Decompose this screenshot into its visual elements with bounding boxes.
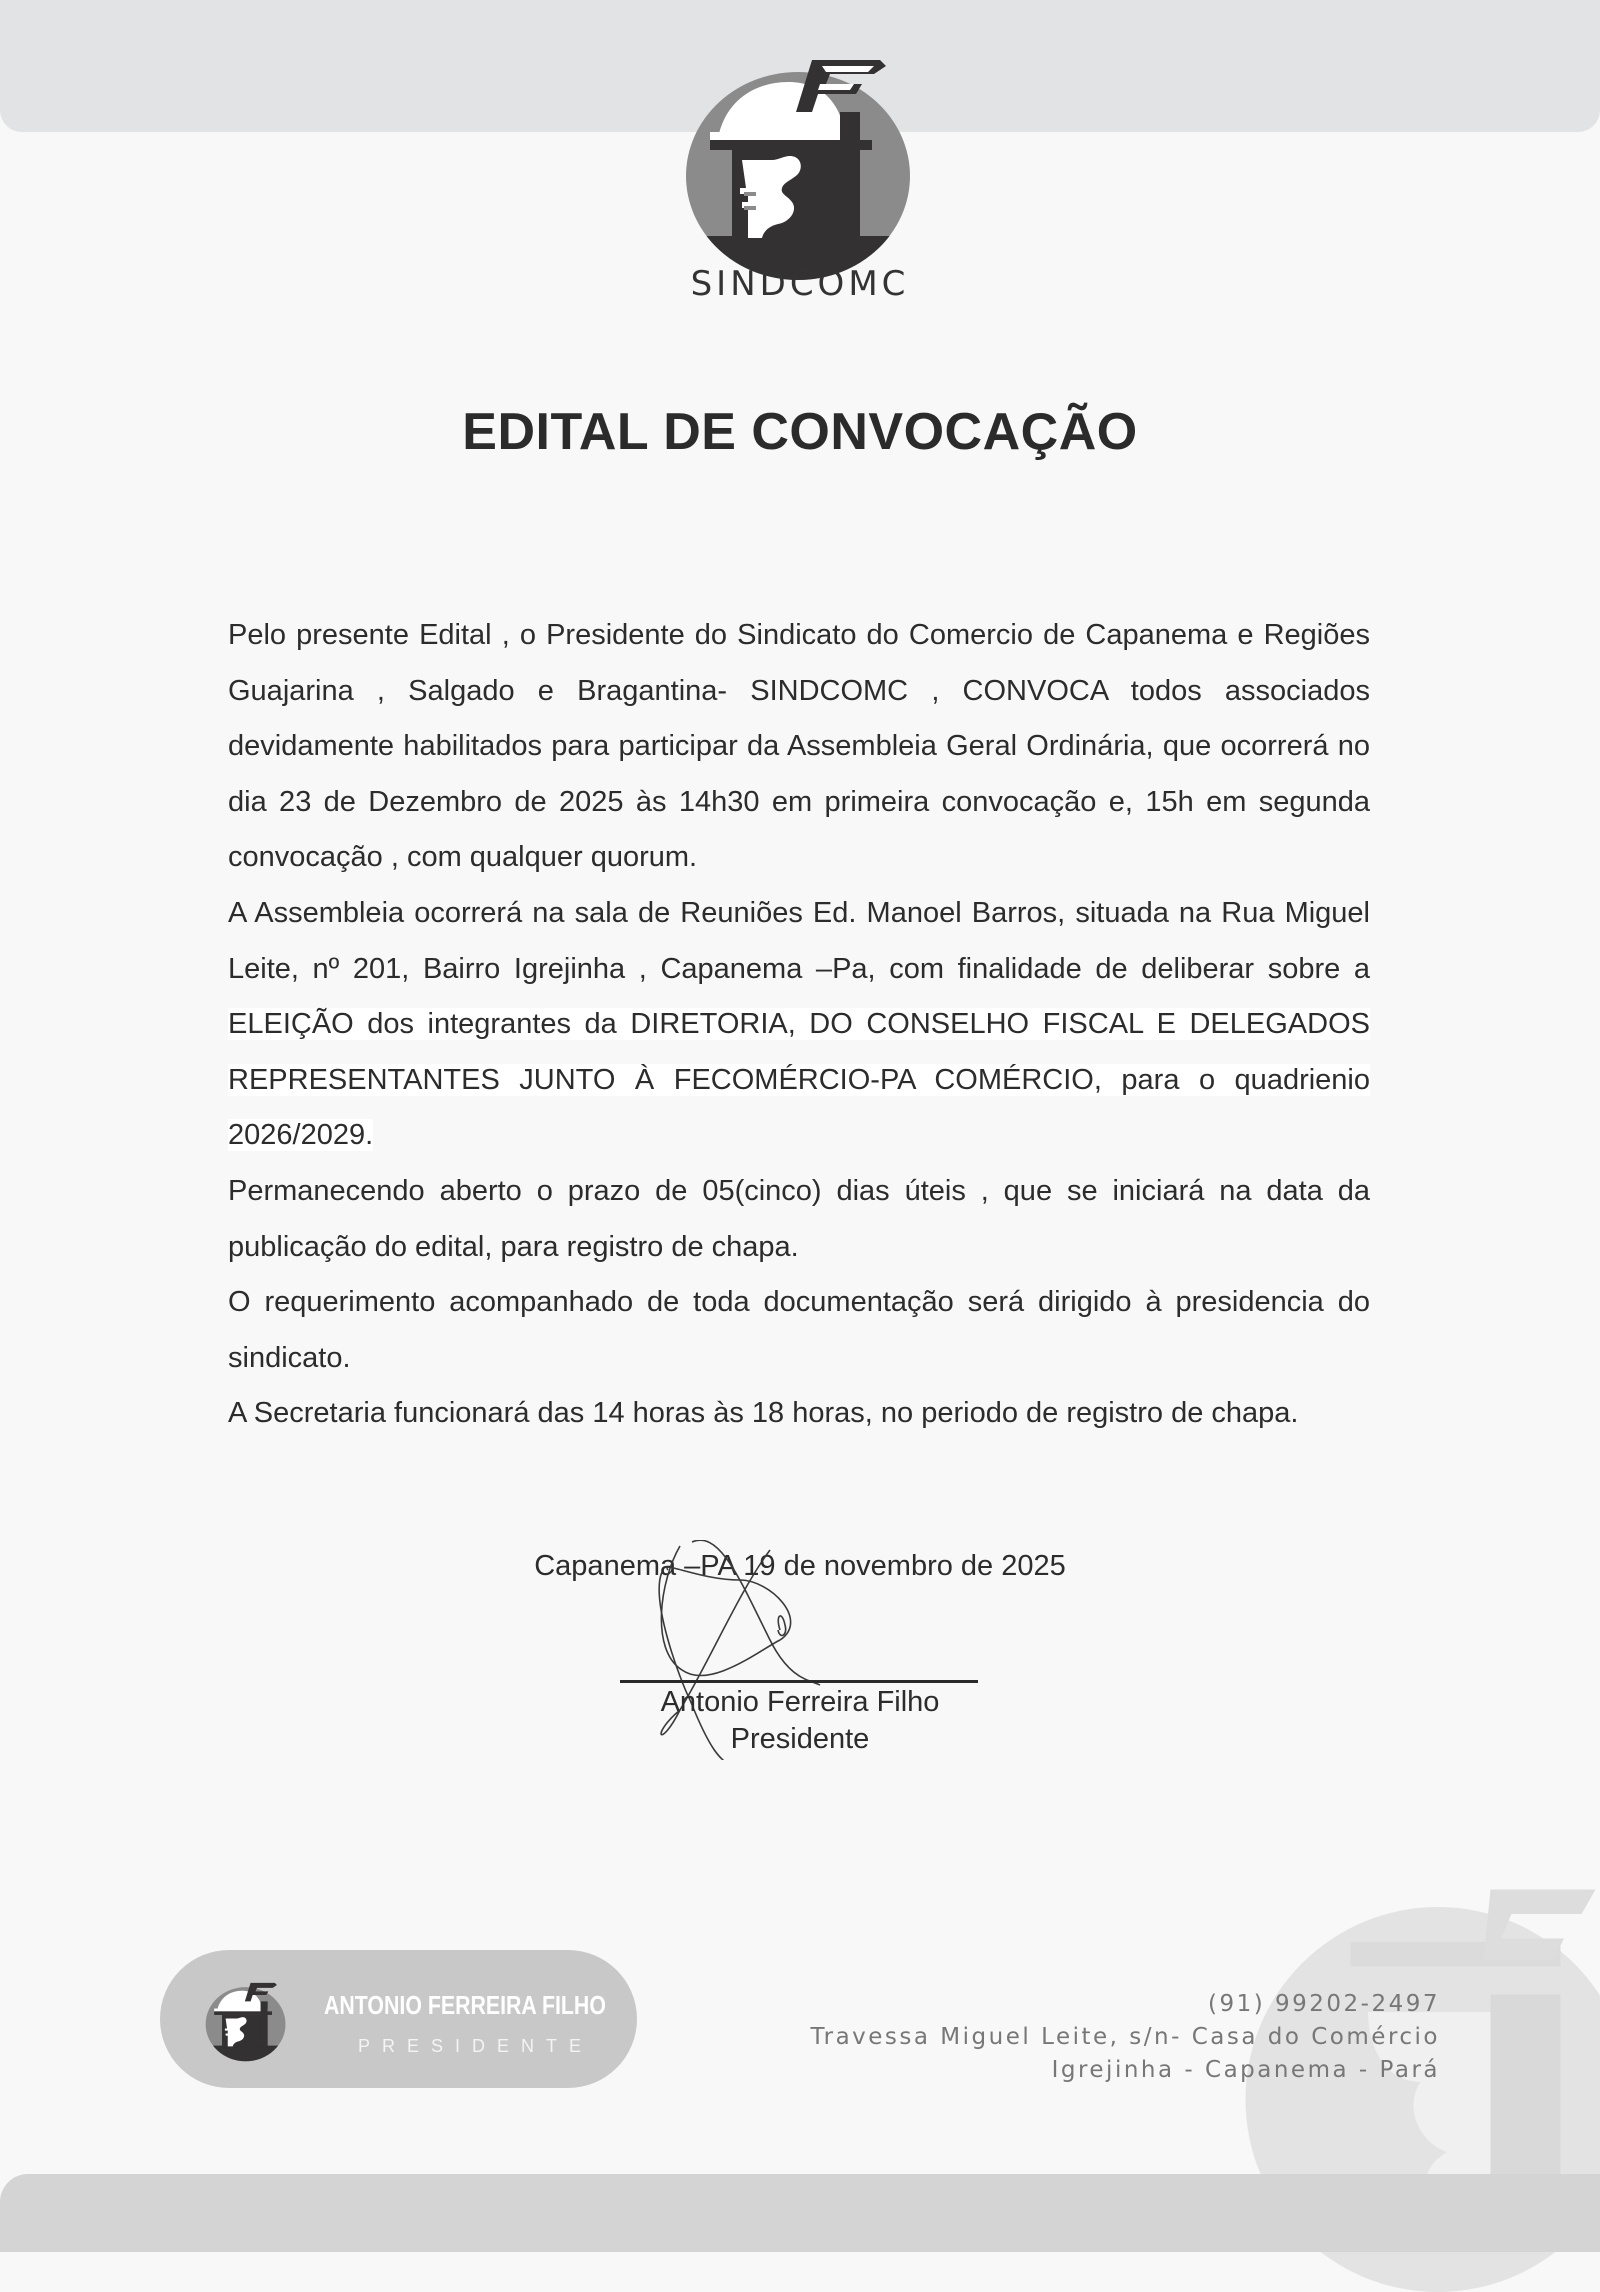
- contact-info: [810, 1988, 1440, 2087]
- document-title: EDITAL DE CONVOCAÇÃO: [0, 402, 1600, 462]
- document-body: [228, 608, 1370, 1442]
- paragraph-requirement: O requerimento acompanhado de toda documentação será dirigido à presidencia do sindicato.: [228, 1275, 1370, 1386]
- footer-band: [0, 2174, 1600, 2252]
- paragraph-location: [228, 886, 1370, 1164]
- sindcomc-logo-icon: [682, 52, 922, 282]
- paragraph-election-highlight: ELEIÇÃO dos integrantes da DIRETORIA, DO CONSELHO FISCAL E DELEGADOS REPRESENTANTES JUNTO À FECOMÉRCIO-PA COMÉRCIO, para o quadrienio 2026/2029.: [228, 1008, 1370, 1151]
- paragraph-secretary-hours: A Secretaria funcionará das 14 horas às 18 horas, no periodo de registro de chapa.: [228, 1386, 1370, 1442]
- badge-name: ANTONIO FERREIRA FILHO: [324, 1990, 562, 2021]
- signature-line: [620, 1680, 978, 1683]
- signatory-name: Antonio Ferreira Filho: [600, 1686, 1000, 1719]
- contact-phone: (91) 99202-2497: [810, 1988, 1440, 2021]
- signatory-role: Presidente: [600, 1723, 1000, 1756]
- paragraph-location-text: A Assembleia ocorrerá na sala de Reuniões Ed. Manoel Barros, situada na Rua Miguel Leite, nº 201, Bairro Igrejinha , Capanema –Pa, com finalidade de deliberar sobre a: [228, 897, 1370, 985]
- paragraph-deadline: Permanecendo aberto o prazo de 05(cinco) dias úteis , que se iniciará na data da publicação do edital, para registro de chapa.: [228, 1164, 1370, 1275]
- sindcomc-badge-logo-icon: [202, 1980, 292, 2062]
- organization-name: SINDCOMC: [0, 264, 1600, 304]
- place-and-date: Capanema –PA 19 de novembro de 2025: [0, 1550, 1600, 1583]
- president-badge: [160, 1950, 637, 2088]
- contact-address-line1: Travessa Miguel Leite, s/n- Casa do Comércio: [810, 2021, 1440, 2054]
- paragraph-convocation: Pelo presente Edital , o Presidente do Sindicato do Comercio de Capanema e Regiões Guajarina , Salgado e Bragantina- SINDCOMC , CONVOCA todos associados devidamente habilitados para participar da Assembleia Geral Ordinária, que ocorrerá no dia 23 de Dezembro de 2025 às 14h30 em primeira convocação e, 15h em segunda convocação , com qualquer quorum.: [228, 608, 1370, 886]
- badge-role: PRESIDENTE: [358, 2036, 593, 2057]
- contact-address-line2: Igrejinha - Capanema - Pará: [810, 2054, 1440, 2087]
